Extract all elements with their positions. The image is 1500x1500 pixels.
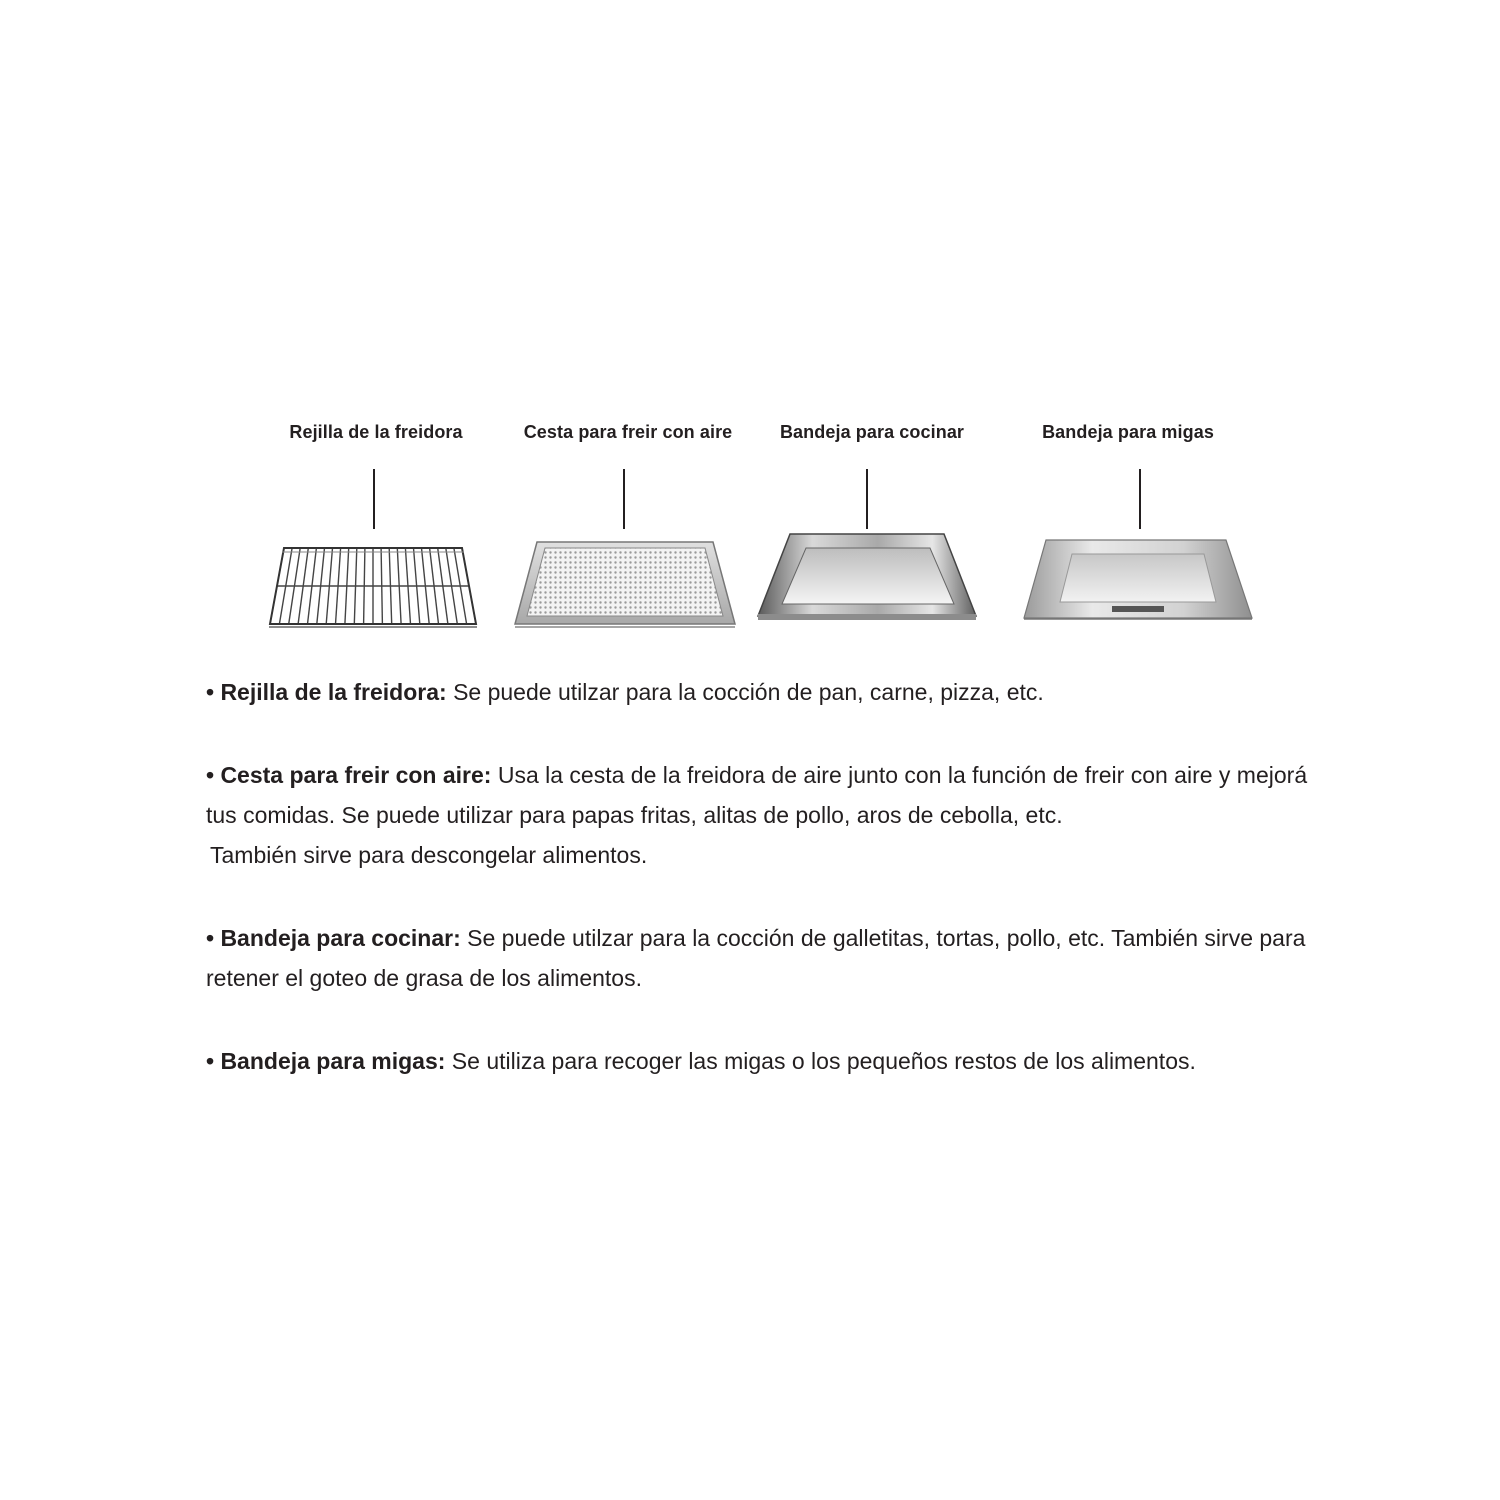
description-text: Se utiliza para recoger las migas o los pequeños restos de los alimentos. — [445, 1048, 1196, 1074]
description-term: • Rejilla de la freidora: — [206, 679, 447, 705]
description-cesta — [206, 755, 1316, 875]
leader-line-cesta — [623, 469, 625, 529]
description-text: Se puede utilzar para la cocción de galletitas, tortas, pollo, etc. También sirve para retener el goteo de grasa de los alimentos. — [206, 925, 1306, 991]
description-bandeja-migas — [206, 1041, 1316, 1081]
description-term: • Bandeja para migas: — [206, 1048, 446, 1074]
wire-rack-image — [266, 530, 480, 632]
baking-tray-image — [754, 530, 980, 626]
label-bandeja-cocinar: Bandeja para cocinar — [779, 422, 965, 442]
description-text: Usa la cesta de la freidora de aire junto con la función de freir con aire y mejorá tus comidas. Se puede utilizar para papas fritas, alitas de pollo, aros de cebolla, etc. — [206, 762, 1308, 828]
label-bandeja-migas: Bandeja para migas — [1042, 422, 1214, 442]
leader-line-bandeja-migas — [1139, 469, 1141, 529]
descriptions-list — [206, 672, 1316, 1124]
leader-line-rejilla — [373, 469, 375, 529]
crumb-tray-image — [1020, 530, 1256, 626]
air-fry-basket-image — [513, 530, 737, 632]
description-bandeja-cocinar — [206, 918, 1316, 998]
description-extra: También sirve para descongelar alimentos. — [210, 842, 648, 868]
description-term: • Bandeja para cocinar: — [206, 925, 461, 951]
description-term: • Cesta para freir con aire: — [206, 762, 492, 788]
description-rejilla — [206, 672, 1316, 712]
description-text: Se puede utilzar para la cocción de pan, carne, pizza, etc. — [446, 679, 1044, 705]
label-rejilla: Rejilla de la freidora — [289, 422, 463, 442]
leader-line-bandeja-cocinar — [866, 469, 868, 529]
label-cesta: Cesta para freir con aire — [523, 422, 733, 442]
